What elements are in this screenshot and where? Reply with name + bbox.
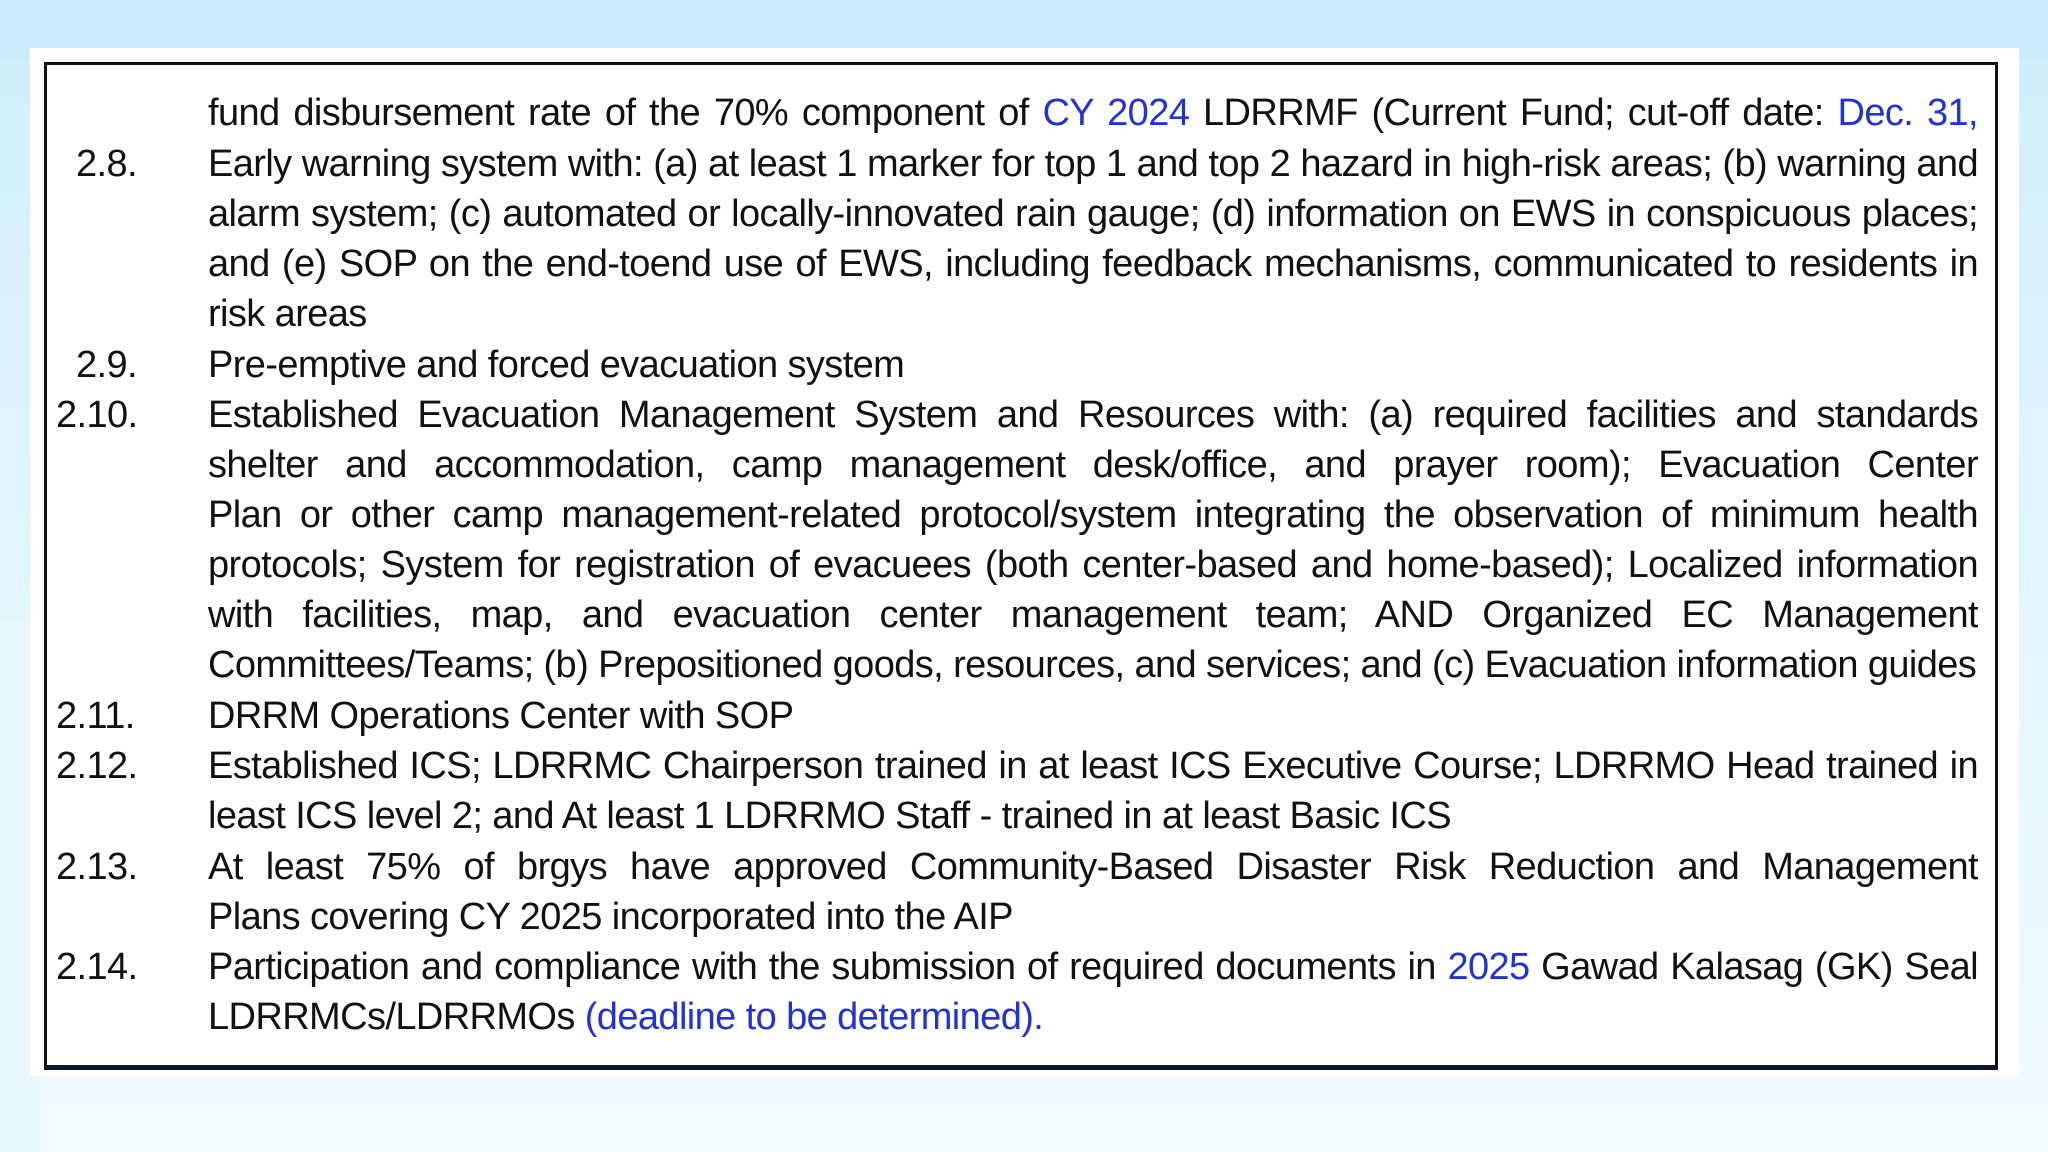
item-2-14-highlight-deadline: (deadline to be determined). (584, 996, 1044, 1038)
lead-line (208, 88, 1978, 138)
item-2-13-line-2: Plans covering CY 2025 incorporated into the AIP (208, 896, 1013, 938)
item-2-14-line-2 (208, 992, 1978, 1042)
lead-highlight-date: Dec. 31, (1837, 92, 1978, 134)
item-number-2-10: 2.10. (56, 394, 138, 436)
item-number-2-12: 2.12. (56, 745, 138, 787)
item-number-2-9: 2.9. (76, 344, 137, 386)
item-2-13-line-1: At least 75% of brgys have approved Community-Based Disaster Risk Reduction and Management (208, 846, 1978, 888)
lead-text-2: LDRRMF (Current Fund; cut-off date: (1189, 92, 1838, 134)
item-2-14-highlight-year: 2025 (1447, 946, 1530, 988)
item-2-10-line-1: Established Evacuation Management System and Resources with: (a) required facilities and standards (208, 394, 1978, 436)
item-2-14-text-1: Participation and compliance with the submission of required documents in (208, 946, 1448, 988)
lead-text-1: fund disbursement rate of the 70% component of (208, 92, 1043, 134)
item-2-14-text-3: LDRRMCs/LDRRMOs (208, 996, 585, 1038)
lead-highlight-cy: CY 2024 (1042, 92, 1190, 134)
item-2-8-line-3: and (e) SOP on the end-toend use of EWS, including feedback mechanisms, communicated to residents in (208, 243, 1978, 285)
item-2-8-line-1: Early warning system with: (a) at least 1 marker for top 1 and top 2 hazard in high-risk areas; (b) warning and (208, 143, 1978, 185)
item-2-10-line-5: with facilities, map, and evacuation center management team; AND Organized EC Management (208, 594, 1978, 636)
item-2-10-line-6: Committees/Teams; (b) Prepositioned goods, resources, and services; and (c) Evacuation information guides (208, 644, 1977, 686)
item-2-10-line-4: protocols; System for registration of evacuees (both center-based and home-based); Localized information (208, 544, 1978, 586)
item-number-2-11: 2.11. (56, 695, 135, 737)
item-2-10-line-2: shelter and accommodation, camp management desk/office, and prayer room); Evacuation Center (208, 444, 1978, 486)
item-2-9-line-1: Pre-emptive and forced evacuation system (208, 344, 905, 386)
item-2-14-line-1 (208, 942, 1978, 992)
item-2-12-line-2: least ICS level 2; and At least 1 LDRRMO Staff - trained in at least Basic ICS (208, 795, 1451, 837)
item-number-2-14: 2.14. (56, 946, 138, 988)
item-number-2-13: 2.13. (56, 846, 138, 888)
item-2-10-line-3: Plan or other camp management-related protocol/system integrating the observation of minimum health (208, 494, 1978, 536)
item-2-8-line-2: alarm system; (c) automated or locally-innovated rain gauge; (d) information on EWS in conspicuous places; (208, 193, 1978, 235)
item-2-8-line-4: risk areas (208, 293, 367, 335)
item-number-2-8: 2.8. (76, 143, 137, 185)
item-2-12-line-1: Established ICS; LDRRMC Chairperson trained in at least ICS Executive Course; LDRRMO Head trained in (208, 745, 1978, 787)
item-2-14-text-2: Gawad Kalasag (GK) Seal (1541, 946, 1978, 988)
item-2-11-line-1: DRRM Operations Center with SOP (208, 695, 794, 737)
